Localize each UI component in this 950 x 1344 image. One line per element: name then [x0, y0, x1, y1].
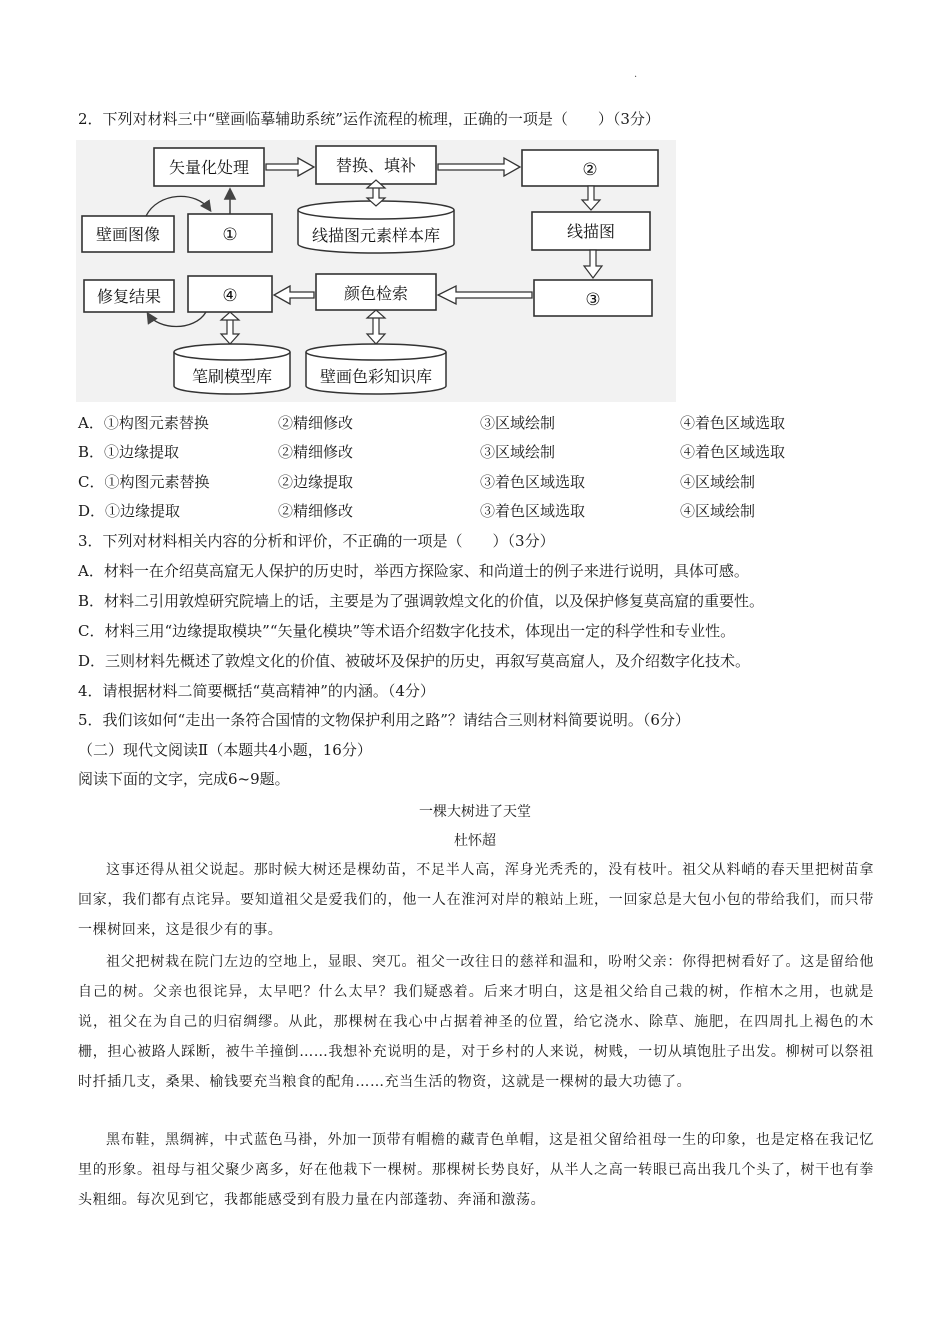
option-d-part4: ④区域绘制	[680, 502, 756, 520]
option-d-part2: ②精细修改	[278, 502, 354, 520]
step2-label: ②	[582, 160, 598, 180]
option-a-part4: ④着色区域选取	[680, 414, 786, 432]
article-title: 一棵大树进了天堂	[419, 804, 531, 820]
question-4: 4．请根据材料二简要概括“莫高精神”的内涵。（4分）	[78, 682, 435, 700]
element-library-label: 线描图元素样本库	[311, 226, 441, 245]
option-b-part2: ②精细修改	[278, 443, 354, 461]
option-d-part1: D．①边缘提取	[78, 502, 181, 520]
q3-option-a: A．材料一在介绍莫高窟无人保护的历史时，举西方探险家、和尚道士的例子来进行说明，具体可感。	[78, 562, 749, 580]
color-knowledge-label: 壁画色彩知识库	[319, 367, 433, 386]
option-a-part1: A．①构图元素替换	[78, 414, 209, 432]
brush-library-label: 笔刷模型库	[191, 367, 273, 386]
option-a-part2: ②精细修改	[278, 414, 354, 432]
q3-option-c: C．材料三用“边缘提取模块”“矢量化模块”等术语介绍数字化技术，体现出一定的科学性和专业性。	[78, 622, 736, 640]
replace-fill-label: 替换、填补	[335, 156, 417, 175]
step4-label: ④	[222, 286, 238, 306]
option-c-part4: ④区域绘制	[680, 473, 756, 491]
option-b-part1: B．①边缘提取	[78, 443, 180, 461]
reading-instruction: 阅读下面的文字，完成6~9题。	[78, 770, 290, 788]
page-dot: ·	[634, 72, 638, 83]
option-d-part3: ③着色区域选取	[480, 502, 586, 520]
mural-image-label: 壁画图像	[95, 225, 161, 244]
step3-label: ③	[585, 290, 601, 310]
option-c-part3: ③着色区域选取	[480, 473, 586, 491]
question-3: 3．下列对材料相关内容的分析和评价，不正确的一项是（ ）（3分）	[78, 532, 555, 550]
step1-label: ①	[222, 225, 238, 245]
line-drawing-label: 线描图	[566, 222, 616, 241]
mural-system-flowchart	[76, 140, 676, 402]
section-heading: （二）现代文阅读Ⅱ（本题共4小题，16分）	[78, 741, 372, 759]
option-b-part4: ④着色区域选取	[680, 443, 786, 461]
q3-option-d: D．三则材料先概述了敦煌文化的价值、被破坏及保护的历史，再叙写莫高窟人，及介绍数字化技术。	[78, 652, 751, 670]
question-2: 2．下列对材料三中“壁画临摹辅助系统”运作流程的梳理，正确的一项是（ ）（3分）	[78, 110, 660, 128]
option-c-part2: ②边缘提取	[278, 473, 354, 491]
option-c-part1: C．①构图元素替换	[78, 473, 210, 491]
article-paragraph-2: 祖父把树栽在院门左边的空地上，显眼、突兀。祖父一改往日的慈祥和温和，吩咐父亲：你得把树看好了。这是留给他自己的树。父亲也很诧异，太早吧？什么太早？我们疑惑着。后来才明白，这是祖父给自己栽的树，作棺木之用，也就是说，祖父在为自己的归宿绸缪。从此，那棵树在我心中占据着神圣的位置，给它浇水、除草、施肥，在四周扎上褐色的木栅，担心被路人踩断，被牛羊撞倒……我想补充说明的是，对于乡村的人来说，树贱，一切从填饱肚子出发。柳树可以祭祖时扦插几支，桑果、榆钱要充当粮食的配角……充当生活的物资，这就是一棵树的最大功德了。	[78, 954, 874, 1090]
vectorize-label: 矢量化处理	[168, 158, 250, 177]
q3-option-b: B．材料二引用敦煌研究院墙上的话，主要是为了强调敦煌文化的价值，以及保护修复莫高窟的重要性。	[78, 592, 765, 610]
article-paragraph-1: 这事还得从祖父说起。那时候大树还是棵幼苗，不足半人高，浑身光秃秃的，没有枝叶。祖父从料峭的春天里把树苗拿回家，我们都有点诧异。要知道祖父是爱我们的，他一人在淮河对岸的粮站上班，一回家总是大包小包的带给我们，而只带一棵树回来，这是很少有的事。	[78, 862, 874, 938]
option-a-part3: ③区域绘制	[480, 414, 556, 432]
question-5: 5．我们该如何“走出一条符合国情的文物保护利用之路”？请结合三则材料简要说明。（6分）	[78, 711, 690, 729]
article-paragraph-3: 黑布鞋，黑绸裤，中式蓝色马褂，外加一顶带有帽檐的藏青色单帽，这是祖父留给祖母一生的印象，也是定格在我记忆里的形象。祖母与祖父聚少离多，好在他栽下一棵树。那棵树长势良好，从半人之高一转眼已高出我几个头了，树干也有拳头粗细。每次见到它，我都能感受到有股力量在内部蓬勃、奔涌和激荡。	[78, 1132, 874, 1208]
color-search-label: 颜色检索	[343, 284, 409, 303]
article-author: 杜怀超	[454, 833, 496, 849]
repair-result-label: 修复结果	[96, 287, 162, 306]
option-b-part3: ③区域绘制	[480, 443, 556, 461]
